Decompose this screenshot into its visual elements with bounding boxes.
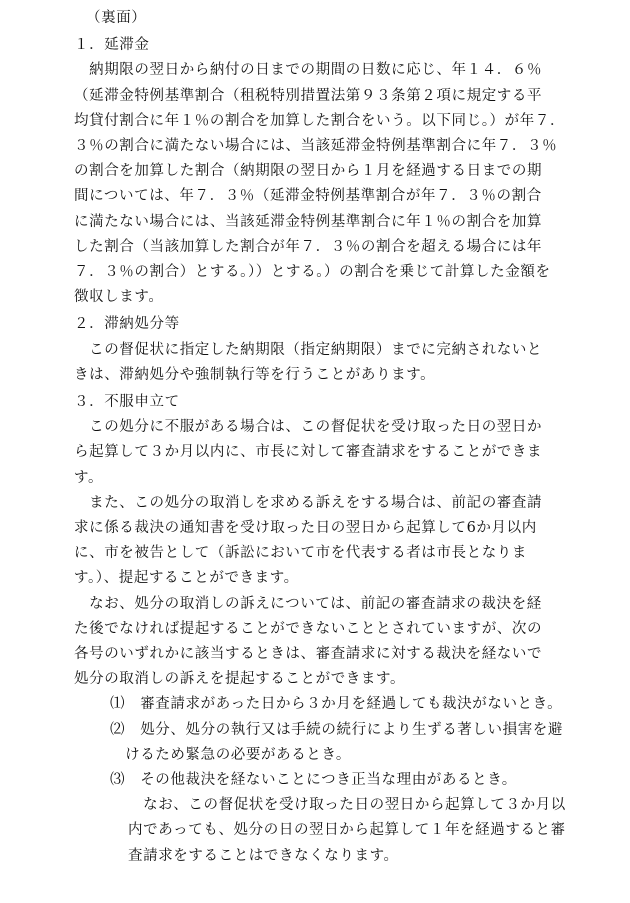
page-header: （裏面） (86, 10, 147, 26)
list-item: ⑵ 処分、処分の執行又は手続の続行により生ずる著しい損害を避 (110, 722, 563, 738)
note-line: 査請求をすることはできなくなります。 (128, 848, 399, 864)
section-1-line: （延滞金特例基準割合（租税特別措置法第９３条第２項に規定する平 (74, 88, 543, 104)
section-1-line: ７．３％の割合）とする。））とする。）の割合を乗じて計算した金額を (74, 264, 551, 280)
section-3-line: す。）、提起することができます。 (74, 570, 299, 586)
section-3-line: 処分の取消しの訴えを提起することができます。 (74, 671, 406, 687)
section-heading-2: ２．滞納処分等 (74, 316, 180, 332)
list-item: ⑴ 審査請求があった日から３か月を経過しても裁決がないとき。 (110, 696, 563, 712)
section-3-line: す。 (74, 470, 104, 486)
section-3-line: この処分に不服がある場合は、この督促状を受け取った日の翌日か (74, 419, 543, 435)
list-item: ⑶ その他裁決を経ないことにつき正当な理由があるとき。 (110, 772, 517, 788)
section-1-line: 均貸付割合に年１％の割合を加算した割合をいう。以下同じ。）が年７． (74, 113, 566, 129)
note-line: なお、この督促状を受け取った日の翌日から起算して３か月以 (128, 797, 566, 813)
section-heading-3: ３．不服申立て (74, 394, 180, 410)
section-3-line: ら起算して３か月以内に、市長に対して審査請求をすることができま (74, 444, 543, 460)
note-line: 内であっても、処分の日の翌日から起算して１年を経過すると審 (128, 822, 566, 838)
section-1-line: 間については、年７．３％（延滞金特例基準割合が年７．３％の割合 (74, 188, 542, 204)
section-3-line: に、市を被告として（訴訟において市を代表する者は市長となりま (74, 545, 527, 561)
section-2-line: きは、滞納処分や強制執行等を行うことがあります。 (74, 367, 436, 383)
section-1-line: 徴収します。 (74, 289, 164, 305)
section-3-line: た後でなければ提起することができないこととされていますが、次の (74, 621, 543, 637)
section-3-line: 各号のいずれかに該当するときは、審査請求に対する裁決を経ないで (74, 646, 543, 662)
section-1-line: した割合（当該加算した割合が年７．３％の割合を超える場合には年 (74, 239, 543, 255)
section-1-line: に満たない場合には、当該延滞金特例基準割合に年１％の割合を加算 (74, 214, 543, 230)
section-1-line: ３％の割合に満たない場合には、当該延滞金特例基準割合に年７．３％ (74, 138, 558, 154)
section-1-line: の割合を加算した割合（納期限の翌日から１月を経過する日までの期 (74, 163, 543, 179)
section-3-line: なお、処分の取消しの訴えについては、前記の審査請求の裁決を経 (74, 596, 542, 612)
section-heading-1: １．延滞金 (74, 37, 150, 53)
list-item: けるため緊急の必要があるとき。 (110, 747, 352, 763)
section-1-line: 納期限の翌日から納付の日までの期間の日数に応じ、年１４．６％ (74, 62, 543, 78)
section-3-line: 求に係る裁決の通知書を受け取った日の翌日から起算して6か月以内 (74, 520, 537, 536)
section-3-line: また、この処分の取消しを求める訴えをする場合は、前記の審査請 (74, 495, 543, 511)
section-2-line: この督促状に指定した納期限（指定納期限）までに完納されないと (74, 342, 543, 358)
